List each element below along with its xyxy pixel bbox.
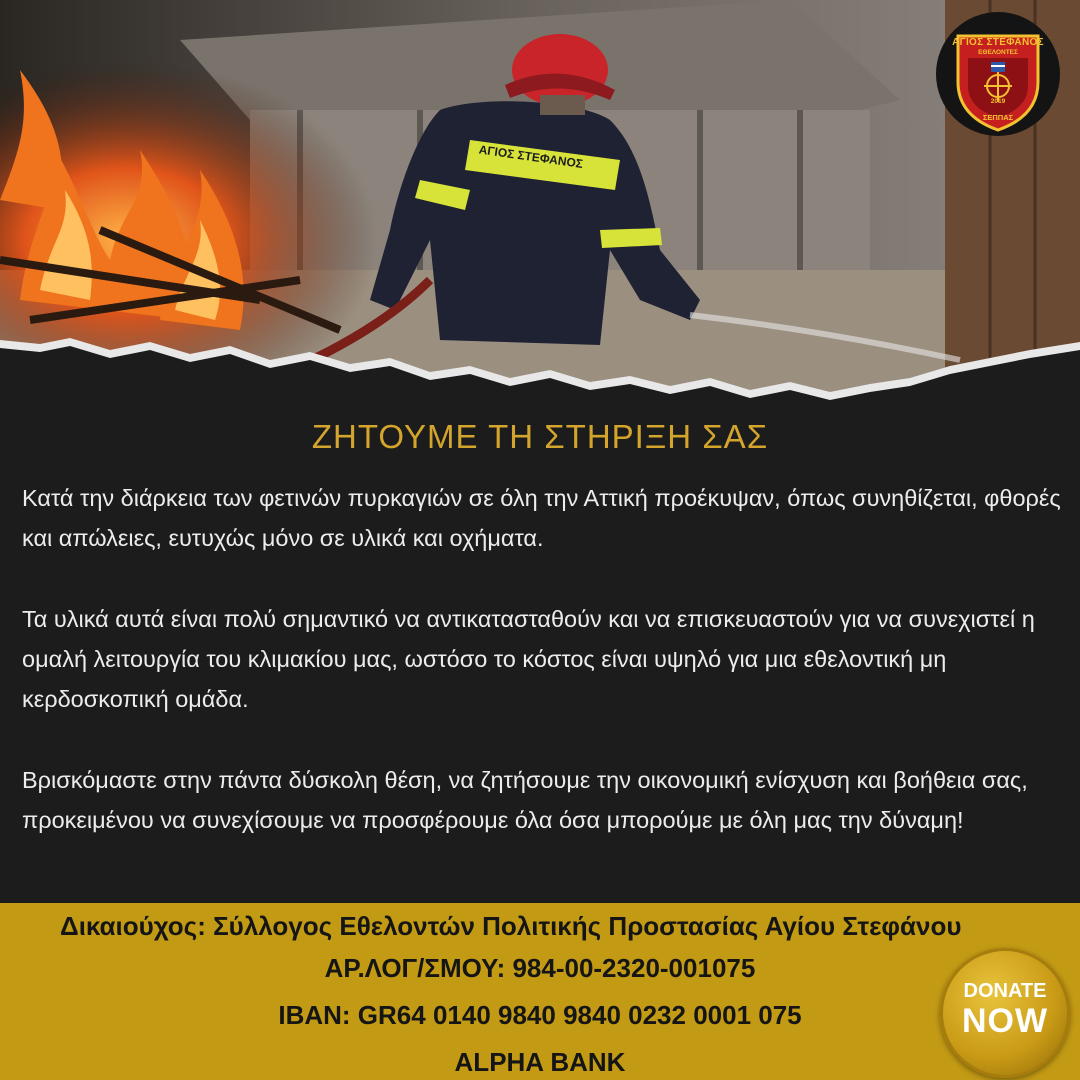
now-label: NOW [961, 1002, 1049, 1040]
page-title: ΖΗΤΟΥΜΕ ΤΗ ΣΤΗΡΙΞΗ ΣΑΣ [311, 418, 769, 455]
logo-year: 2019 [990, 98, 1006, 105]
torn-edge [0, 320, 1080, 420]
donate-label: DONATE [963, 980, 1047, 1002]
beneficiary-text: Δικαιούχος: Σύλλογος Εθελοντών Πολιτικής Προστασίας Αγίου Στεφάνου [60, 911, 962, 941]
bank-name: ALPHA BANK [454, 1047, 626, 1077]
logo-subtitle: ΕΘΕΛΟΝΤΕΣ [978, 49, 1018, 56]
account-number: ΑΡ.ΛΟΓ/ΣΜΟΥ: 984-00-2320-001075 [324, 953, 756, 983]
jacket-lettering: ΑΓΙΟΣ ΣΤΕΦΑΝΟΣ [477, 142, 584, 171]
paragraph-replacement: Τα υλικά αυτά είναι πολύ σημαντικό να αντικατασταθούν και να επισκευαστούν για να συνεχιστεί η ομαλή λειτουργία του κλιμακίου μας, ωστόσο το κόστος είναι υψηλό για μια εθελοντική μη κερδοσκοπική ομάδα. [22, 606, 1035, 712]
bank-info-banner [0, 903, 1080, 1080]
paragraph-losses: Κατά την διάρκεια των φετινών πυρκαγιών σε όλη την Αττική προέκυψαν, όπως συνηθίζεται, φθορές και απώλειες, ευτυχώς μόνο σε υλικά και οχήματα. [22, 485, 1061, 551]
paragraph-appeal: Βρισκόμαστε στην πάντα δύσκολη θέση, να ζητήσουμε την οικονομική ενίσχυση και βοήθεια σας, προκειμένου να συνεχίσουμε να προσφέρουμε όλα όσα μπορούμε με όλη μας την δύναμη! [22, 767, 1028, 833]
body-text [22, 478, 1062, 881]
iban-number: IBAN: GR64 0140 9840 9840 0232 0001 075 [278, 1000, 802, 1030]
logo-name: ΑΓΙΟΣ ΣΤΕΦΑΝΟΣ [952, 37, 1044, 48]
donate-now-button[interactable] [940, 948, 1070, 1078]
team-logo [936, 12, 1060, 136]
logo-acronym: ΣΕΠΠΑΣ [982, 113, 1014, 122]
